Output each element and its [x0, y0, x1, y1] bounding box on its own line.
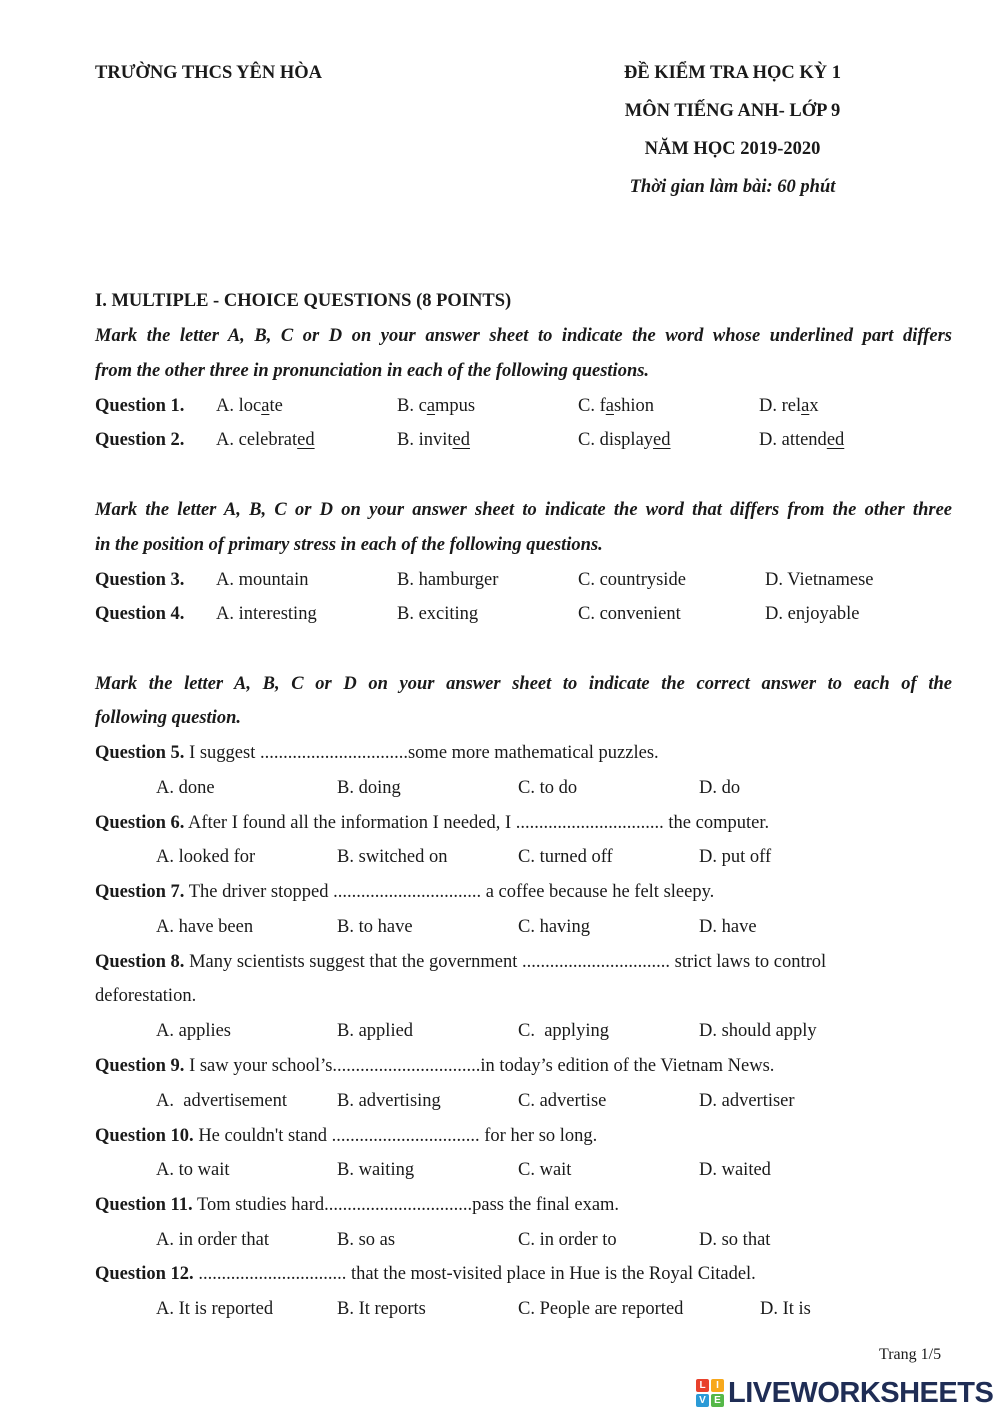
question-stem [95, 952, 826, 973]
option-c[interactable]: C. turned off [518, 847, 613, 867]
question-text: I saw your school’s................................in today’s edition of the Vietnam News. [184, 1056, 775, 1076]
option-a[interactable]: A. in order that [156, 1230, 270, 1250]
question-text: He couldn't stand ................................ for her so long. [193, 1126, 598, 1146]
question-stem [95, 882, 714, 903]
option-d[interactable]: D. It is [760, 1299, 811, 1319]
option-d[interactable]: D. advertiser [699, 1091, 795, 1111]
option-c[interactable]: C. countryside [578, 570, 686, 590]
instruction-stress-line1: Mark the letter A, B, C or D on your answer sheet to indicate the word that differs from the other three [95, 500, 952, 520]
option-a[interactable]: A. advertisement [156, 1091, 287, 1111]
question-label: Question 5. [95, 743, 185, 763]
question-text: Many scientists suggest that the government ................................ strict laws to control [184, 952, 827, 972]
option-d[interactable]: D. so that [699, 1230, 771, 1250]
school-name: TRƯỜNG THCS YÊN HÒA [95, 63, 322, 83]
option-b[interactable]: B. doing [337, 778, 401, 798]
logo-tile: I [711, 1379, 724, 1392]
question-text: The driver stopped ................................ a coffee because he felt sleepy. [184, 882, 715, 902]
option-a[interactable]: A. to wait [156, 1160, 230, 1180]
question-label: Question 8. [95, 952, 185, 972]
logo-tile: L [696, 1379, 709, 1392]
question-text: After I found all the information I needed, I ................................ the computer. [184, 813, 770, 833]
option-d[interactable]: D. should apply [699, 1021, 817, 1041]
option-a[interactable]: A. It is reported [156, 1299, 274, 1319]
option-d[interactable]: D. attended [759, 430, 845, 450]
option-c[interactable]: C. advertise [518, 1091, 607, 1111]
option-a[interactable]: A. mountain [216, 570, 309, 590]
option-b[interactable]: B. advertising [337, 1091, 441, 1111]
instruction-correct-answer-line2: following question. [95, 708, 241, 728]
option-c[interactable]: C. applying [518, 1021, 609, 1041]
option-d[interactable]: D. relax [759, 396, 819, 416]
instruction-pronunciation-line2: from the other three in pronunciation in each of the following questions. [95, 361, 650, 381]
option-d[interactable]: D. have [699, 917, 757, 937]
question-text: Tom studies hard................................pass the final exam. [192, 1195, 620, 1215]
option-c[interactable]: C. People are reported [518, 1299, 684, 1319]
question-stem [95, 1056, 774, 1077]
question-stem [95, 813, 769, 834]
option-b[interactable]: B. so as [337, 1230, 396, 1250]
option-c[interactable]: C. to do [518, 778, 578, 798]
instruction-pronunciation-line1: Mark the letter A, B, C or D on your answer sheet to indicate the word whose underlined part differs [95, 326, 952, 346]
option-c[interactable]: C. convenient [578, 604, 681, 624]
option-a[interactable]: A. done [156, 778, 215, 798]
exam-subject: MÔN TIẾNG ANH- LỚP 9 [624, 101, 841, 121]
question-stem [95, 1195, 619, 1216]
option-b[interactable]: B. waiting [337, 1160, 415, 1180]
question-text: ................................ that the most-visited place in Hue is the Royal Citadel. [193, 1264, 756, 1284]
liveworksheets-logo[interactable] [696, 1376, 993, 1410]
exam-time: Thời gian làm bài: 60 phút [629, 177, 836, 197]
option-c[interactable]: C. displayed [578, 430, 671, 450]
logo-tile: E [711, 1394, 724, 1407]
option-b[interactable]: B. It reports [337, 1299, 426, 1319]
option-a[interactable]: A. have been [156, 917, 254, 937]
question-stem [95, 1126, 597, 1147]
option-b[interactable]: B. to have [337, 917, 413, 937]
option-c[interactable]: C. wait [518, 1160, 572, 1180]
option-b[interactable]: B. switched on [337, 847, 448, 867]
option-c[interactable]: C. in order to [518, 1230, 617, 1250]
question-label: Question 10. [95, 1126, 194, 1146]
exam-year: NĂM HỌC 2019-2020 [644, 139, 821, 159]
option-a[interactable]: A. looked for [156, 847, 256, 867]
page-number: Trang 1/5 [879, 1346, 942, 1363]
option-d[interactable]: D. waited [699, 1160, 771, 1180]
question-label: Question 12. [95, 1264, 194, 1284]
exam-title: ĐỀ KIỂM TRA HỌC KỲ 1 [623, 63, 842, 83]
option-b[interactable]: B. hamburger [397, 570, 499, 590]
instruction-correct-answer-line1: Mark the letter A, B, C or D on your answer sheet to indicate the correct answer to each of the [95, 674, 952, 694]
question-label: Question 3. [95, 570, 185, 590]
option-d[interactable]: D. do [699, 778, 741, 798]
option-c[interactable]: C. having [518, 917, 590, 937]
option-b[interactable]: B. invited [397, 430, 470, 450]
question-label: Question 7. [95, 882, 185, 902]
logo-tile: V [696, 1394, 709, 1407]
question-label: Question 11. [95, 1195, 193, 1215]
liveworksheets-wordmark: LIVEWORKSHEETS [728, 1376, 994, 1409]
option-a[interactable]: A. interesting [216, 604, 317, 624]
option-d[interactable]: D. enjoyable [765, 604, 860, 624]
option-a[interactable]: A. locate [216, 396, 283, 416]
option-b[interactable]: B. applied [337, 1021, 414, 1041]
question-label: Question 4. [95, 604, 185, 624]
question-stem [95, 743, 659, 764]
question-stem [95, 1264, 756, 1285]
liveworksheets-icon [696, 1379, 724, 1407]
option-d[interactable]: D. put off [699, 847, 772, 867]
question-label: Question 9. [95, 1056, 185, 1076]
question-label: Question 2. [95, 430, 185, 450]
instruction-stress-line2: in the position of primary stress in each of the following questions. [95, 535, 603, 555]
question-label: Question 6. [95, 813, 185, 833]
option-b[interactable]: B. campus [397, 396, 476, 416]
option-a[interactable]: A. celebrated [216, 430, 315, 450]
section-title: I. MULTIPLE - CHOICE QUESTIONS (8 POINTS) [95, 291, 512, 311]
option-b[interactable]: B. exciting [397, 604, 479, 624]
question-text-continued: deforestation. [95, 986, 197, 1006]
option-d[interactable]: D. Vietnamese [765, 570, 874, 590]
option-a[interactable]: A. applies [156, 1021, 232, 1041]
question-text: I suggest ................................some more mathematical puzzles. [184, 743, 659, 763]
option-c[interactable]: C. fashion [578, 396, 655, 416]
question-label: Question 1. [95, 396, 185, 416]
